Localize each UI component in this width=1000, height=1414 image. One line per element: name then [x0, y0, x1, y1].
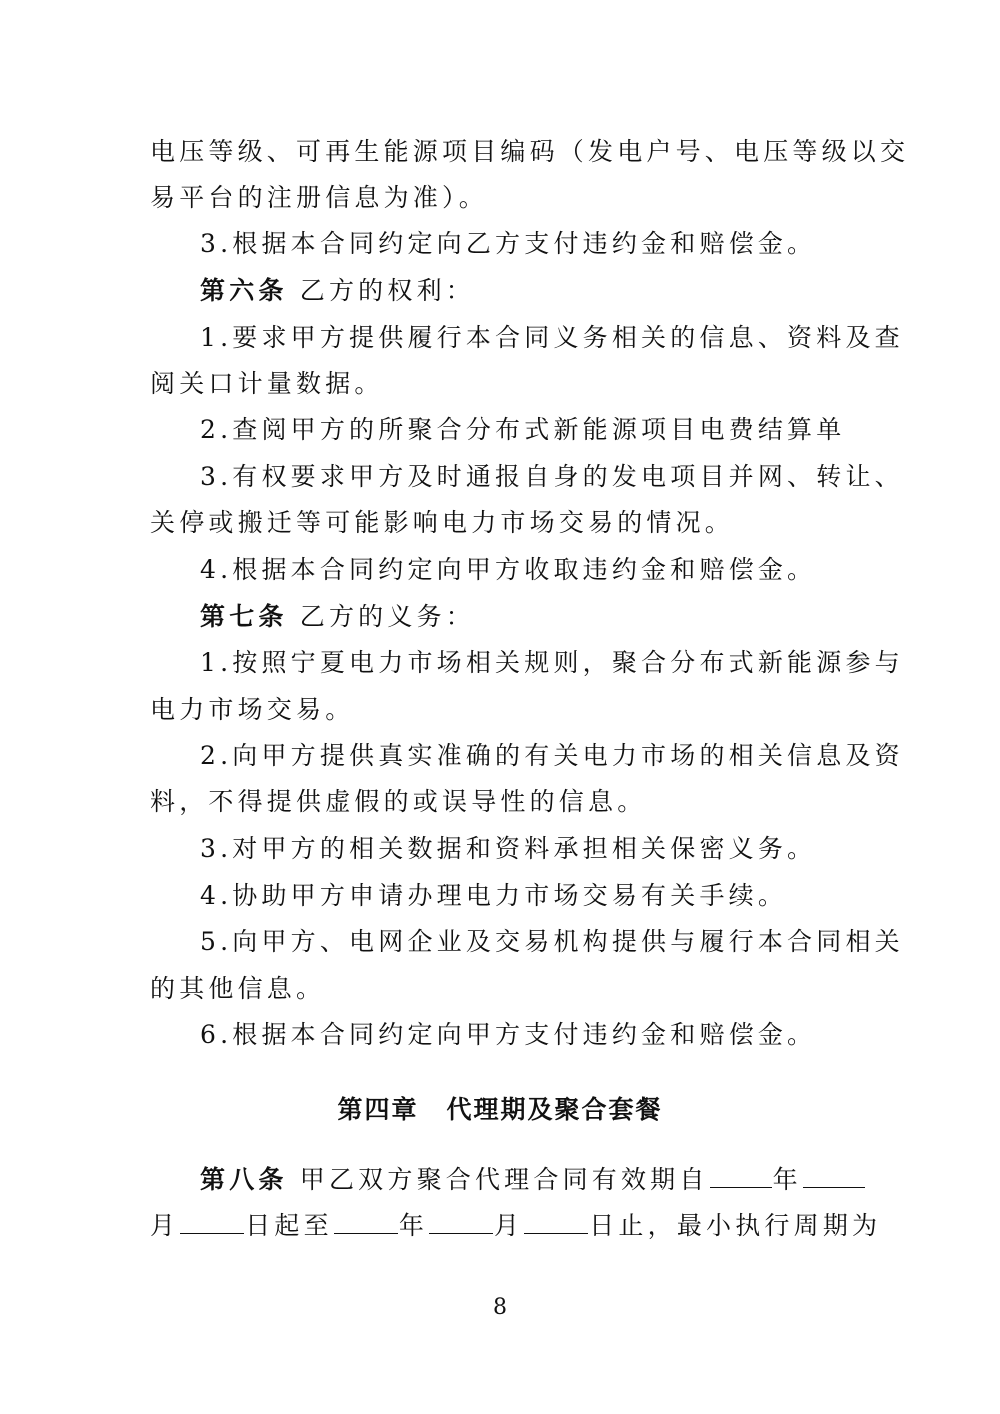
paragraph-line: 关停或搬迁等可能影响电力市场交易的情况。 — [150, 508, 735, 537]
chapter-title: 代理期及聚合套餐 — [446, 1095, 663, 1124]
year-label: 年 — [398, 1211, 429, 1240]
article-7-label: 第七条 — [200, 602, 288, 631]
paragraph-line: 1.要求甲方提供履行本合同义务相关的信息、资料及查 — [200, 323, 904, 352]
paragraph-line: 料，不得提供虚假的或误导性的信息。 — [150, 787, 647, 816]
start-day-blank[interactable] — [180, 1209, 244, 1234]
article-6-label: 第六条 — [200, 276, 288, 305]
article-7-title: 乙方的义务： — [299, 602, 475, 631]
paragraph-line: 2.查阅甲方的所聚合分布式新能源项目电费结算单 — [200, 415, 846, 444]
paragraph-line: 4.协助甲方申请办理电力市场交易有关手续。 — [200, 881, 788, 910]
article-8-line-1 — [200, 1162, 866, 1198]
start-year-blank[interactable] — [710, 1163, 772, 1188]
article-8-line-2 — [150, 1208, 881, 1244]
chapter-heading — [0, 1092, 1000, 1128]
month-label: 月 — [150, 1211, 180, 1240]
paragraph-line: 电力市场交易。 — [150, 695, 355, 724]
year-label: 年 — [772, 1165, 802, 1194]
paragraph-line: 4.根据本合同约定向甲方收取违约金和赔偿金。 — [200, 555, 817, 584]
paragraph-line: 3.有权要求甲方及时通报自身的发电项目并网、转让、 — [200, 462, 904, 491]
paragraph-line: 5.向甲方、电网企业及交易机构提供与履行本合同相关 — [200, 927, 904, 956]
paragraph-line: 3.对甲方的相关数据和资料承担相关保密义务。 — [200, 834, 817, 863]
paragraph-line: 易平台的注册信息为准）。 — [150, 183, 488, 212]
article-8-label: 第八条 — [200, 1165, 288, 1194]
chapter-number: 第四章 — [337, 1095, 419, 1124]
article-6-heading — [200, 273, 475, 309]
article-6-title: 乙方的权利： — [299, 276, 475, 305]
month-label: 月 — [494, 1211, 524, 1240]
end-month-blank[interactable] — [429, 1209, 493, 1234]
start-month-blank[interactable] — [803, 1163, 865, 1188]
end-year-blank[interactable] — [334, 1209, 398, 1234]
page-number: 8 — [493, 1295, 507, 1320]
paragraph-line: 2.向甲方提供真实准确的有关电力市场的相关信息及资 — [200, 741, 904, 770]
until-label: 日止，最小执行周期为 — [589, 1211, 882, 1240]
paragraph-line: 3.根据本合同约定向乙方支付违约金和赔偿金。 — [200, 229, 817, 258]
article-8-text: 甲乙双方聚合代理合同有效期自 — [299, 1165, 709, 1194]
end-day-blank[interactable] — [524, 1209, 588, 1234]
paragraph-line: 6.根据本合同约定向甲方支付违约金和赔偿金。 — [200, 1020, 817, 1049]
paragraph-line: 阅关口计量数据。 — [150, 369, 384, 398]
paragraph-line: 电压等级、可再生能源项目编码（发电户号、电压等级以交 — [150, 137, 910, 166]
paragraph-line: 1.按照宁夏电力市场相关规则，聚合分布式新能源参与 — [200, 648, 904, 677]
article-7-heading — [200, 599, 475, 635]
paragraph-line: 的其他信息。 — [150, 974, 326, 1003]
from-label: 日起至 — [245, 1211, 333, 1240]
